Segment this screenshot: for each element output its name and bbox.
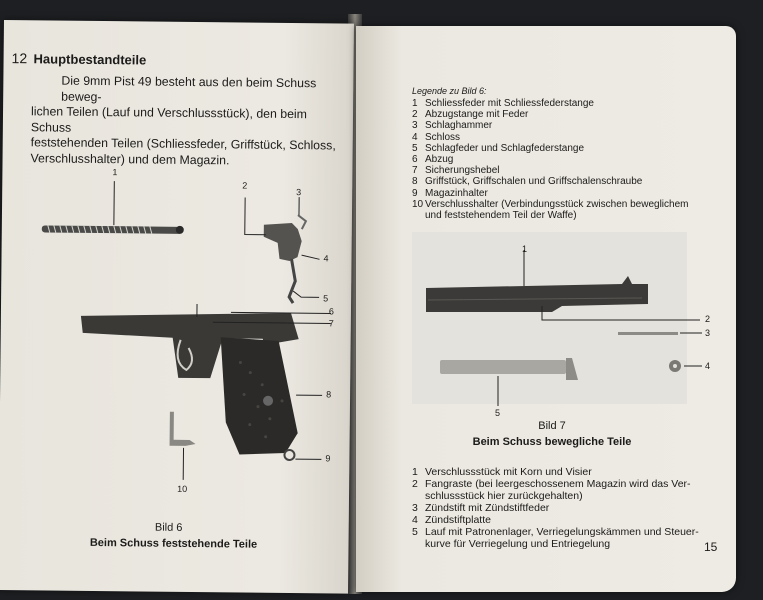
- legend-item: 1 Schliessfeder mit Schliessfederstange: [412, 98, 594, 109]
- parts-item: 5 Lauf mit Patronenlager, Verriegelungskämmen und Steuer-: [412, 526, 699, 538]
- figure-6-number: Bild 6: [154, 521, 183, 534]
- legend-item: 10 Verschlusshalter (Verbindungsstück zwischen beweglichem: [412, 198, 689, 210]
- figure-6-caption: Beim Schuss feststehende Teile: [89, 536, 258, 551]
- parts-item: kurve für Verriegelung und Entriegelung: [425, 538, 611, 550]
- section-heading: Hauptbestandteile: [33, 51, 147, 68]
- pistol-frame-part: [79, 303, 331, 464]
- label-10: 10: [177, 483, 188, 494]
- legend-item: 6 Abzug: [412, 154, 454, 166]
- slide-part: [426, 250, 700, 320]
- parts-item: 4 Zündstiftplatte: [412, 514, 491, 526]
- legend-item: 7 Sicherungshebel: [412, 165, 500, 177]
- label-6: 6: [328, 306, 335, 317]
- label-7: 7: [328, 318, 334, 329]
- legend-item: 2 Abzugstange mit Feder: [412, 109, 529, 121]
- fig7-label-3: 3: [705, 328, 711, 338]
- legend-item: 8 Griffstück, Griffschalen und Griffschalenschraube: [412, 176, 643, 188]
- legend-item: 3 Schlaghammer: [412, 120, 493, 132]
- parts-item: schlussstück hier zurückgehalten): [425, 490, 583, 502]
- firing-pin-plate-part: [669, 360, 702, 372]
- left-page: [0, 20, 354, 594]
- legend-item: 4 Schloss: [412, 131, 461, 143]
- label-1: 1: [112, 167, 118, 178]
- legend-list: [412, 98, 732, 221]
- left-page-number: 12: [11, 50, 28, 67]
- legend-item: 5 Schlagfeder und Schlagfederstange: [412, 142, 585, 154]
- figure-7-number: Bild 7: [538, 420, 566, 432]
- intro-line: feststehenden Teilen (Schliessfeder, Griffstück, Schloss,: [30, 135, 336, 153]
- slide-holder-part: [169, 412, 196, 480]
- label-9: 9: [325, 453, 331, 464]
- figure-7-illustration: [412, 220, 736, 420]
- parts-item: 3 Zündstift mit Zündstiftfeder: [412, 502, 550, 514]
- intro-line: Verschlusshalter) und dem Magazin.: [30, 150, 230, 167]
- hammer-group-part: [244, 197, 320, 304]
- fig7-label-4: 4: [705, 361, 711, 371]
- parts-item: 1 Verschlussstück mit Korn und Visier: [412, 466, 592, 478]
- label-8: 8: [326, 389, 332, 400]
- fig7-label-1: 1: [522, 244, 528, 254]
- figure-6-illustration: [0, 160, 353, 484]
- intro-line: Die 9mm Pist 49 besteht aus den beim Schuss beweg-: [61, 73, 317, 104]
- right-page-number: 15: [704, 540, 718, 554]
- label-5: 5: [323, 293, 329, 304]
- legend-item: und feststehendem Teil der Waffe): [425, 210, 577, 222]
- firing-pin-part: [618, 332, 702, 335]
- fig7-label-2: 2: [705, 314, 711, 324]
- legend-title: Legende zu Bild 6:: [412, 86, 487, 96]
- label-2: 2: [242, 180, 248, 191]
- parts-list: [412, 466, 724, 550]
- label-4: 4: [323, 253, 329, 264]
- intro-paragraph: [30, 73, 349, 169]
- figure-7-caption: Beim Schuss bewegliche Teile: [472, 436, 632, 448]
- fig7-label-5: 5: [495, 408, 501, 418]
- intro-line: lichen Teilen (Lauf und Verschlussstück), den beim Schuss: [30, 104, 308, 135]
- legend-item: 9 Magazinhalter: [412, 187, 488, 199]
- recoil-spring-part: [42, 180, 185, 233]
- parts-item: 2 Fangraste (bei leergeschossenem Magazin wird das Ver-: [412, 478, 691, 490]
- label-3: 3: [296, 187, 302, 198]
- barrel-part: [440, 358, 578, 406]
- right-page: [356, 26, 736, 592]
